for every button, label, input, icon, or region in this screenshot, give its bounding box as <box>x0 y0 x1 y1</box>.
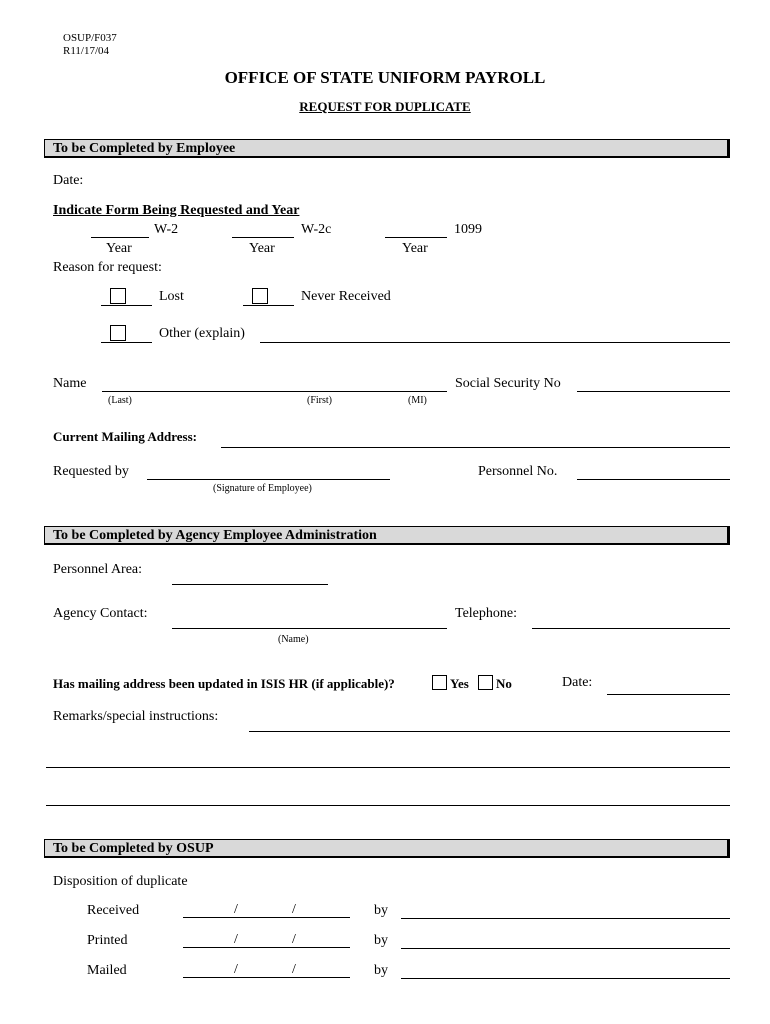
no-label: No <box>496 676 512 691</box>
agency-date-field[interactable] <box>607 694 730 695</box>
mailed-by-label: by <box>374 963 388 978</box>
page-title: OFFICE OF STATE UNIFORM PAYROLL <box>224 68 546 87</box>
no-checkbox[interactable] <box>478 675 493 690</box>
printed-by-label: by <box>374 933 388 948</box>
received-label: Received <box>87 903 140 918</box>
section-osup-title: To be Completed by OSUP <box>53 841 214 856</box>
w2-year-caption: Year <box>106 241 132 256</box>
w2c-year-caption: Year <box>249 241 275 256</box>
agency-contact-label: Agency Contact: <box>53 606 148 621</box>
mi-caption: (MI) <box>408 395 427 406</box>
received-by-label: by <box>374 903 388 918</box>
section-agency-header <box>44 526 730 545</box>
indicate-form-label: Indicate Form Being Requested and Year <box>53 203 300 218</box>
personnel-area-field[interactable] <box>172 584 328 585</box>
lost-underline <box>101 305 152 306</box>
w2-label: W-2 <box>154 222 179 237</box>
remarks-line-3[interactable] <box>46 805 730 806</box>
lost-checkbox[interactable] <box>110 288 126 304</box>
never-received-underline <box>243 305 294 306</box>
personnel-area-label: Personnel Area: <box>53 562 143 577</box>
never-received-checkbox[interactable] <box>252 288 268 304</box>
other-label: Other (explain) <box>159 326 245 341</box>
printed-label: Printed <box>87 933 128 948</box>
revision-date: R11/17/04 <box>63 45 110 57</box>
other-explain-field[interactable] <box>260 342 730 343</box>
printed-by-field[interactable] <box>401 948 730 949</box>
received-date-field[interactable] <box>183 917 350 918</box>
printed-date-field[interactable] <box>183 947 350 948</box>
personnel-no-field[interactable] <box>577 479 730 480</box>
telephone-field[interactable] <box>532 628 730 629</box>
first-name-caption: (First) <box>307 395 332 406</box>
form1099-year-field[interactable] <box>385 237 447 238</box>
received-by-field[interactable] <box>401 918 730 919</box>
printed-date-slash-1: / <box>234 932 238 947</box>
remarks-line-2[interactable] <box>46 767 730 768</box>
section-agency-title: To be Completed by Agency Employee Administration <box>53 528 377 543</box>
mailed-date-slash-1: / <box>234 962 238 977</box>
mailed-date-slash-2: / <box>292 962 296 977</box>
employee-date-label: Date: <box>53 173 84 188</box>
agency-name-caption: (Name) <box>278 634 309 645</box>
received-date-slash-1: / <box>234 902 238 917</box>
other-underline <box>101 342 152 343</box>
remarks-label: Remarks/special instructions: <box>53 709 219 724</box>
name-field[interactable] <box>102 391 447 392</box>
w2-year-field[interactable] <box>91 237 149 238</box>
mailing-address-label: Current Mailing Address: <box>53 429 197 444</box>
agency-contact-field[interactable] <box>172 628 447 629</box>
section-employee-title: To be Completed by Employee <box>53 141 236 156</box>
mailing-address-field[interactable] <box>221 447 730 448</box>
other-checkbox[interactable] <box>110 325 126 341</box>
signature-caption: (Signature of Employee) <box>213 483 312 494</box>
page-subtitle: REQUEST FOR DUPLICATE <box>299 99 471 114</box>
signature-field[interactable] <box>147 479 390 480</box>
mailing-updated-question: Has mailing address been updated in ISIS HR (if applicable)? <box>53 676 395 691</box>
telephone-label: Telephone: <box>455 606 517 621</box>
never-received-label: Never Received <box>301 289 391 304</box>
requested-by-label: Requested by <box>53 464 129 479</box>
form-code: OSUP/F037 <box>63 32 117 44</box>
agency-date-label: Date: <box>562 675 593 690</box>
yes-checkbox[interactable] <box>432 675 447 690</box>
w2c-year-field[interactable] <box>232 237 294 238</box>
reason-label: Reason for request: <box>53 260 162 275</box>
section-employee-header <box>44 139 730 158</box>
lost-label: Lost <box>159 289 184 304</box>
disposition-label: Disposition of duplicate <box>53 874 188 889</box>
mailed-by-field[interactable] <box>401 978 730 979</box>
ssn-field[interactable] <box>577 391 730 392</box>
form1099-label: 1099 <box>454 222 482 237</box>
ssn-label: Social Security No <box>455 376 561 391</box>
received-date-slash-2: / <box>292 902 296 917</box>
last-name-caption: (Last) <box>108 395 132 406</box>
yes-label: Yes <box>450 676 469 691</box>
w2c-label: W-2c <box>301 222 332 237</box>
remarks-line-1[interactable] <box>249 731 730 732</box>
personnel-no-label: Personnel No. <box>478 464 558 479</box>
mailed-date-field[interactable] <box>183 977 350 978</box>
form1099-year-caption: Year <box>402 241 428 256</box>
mailed-label: Mailed <box>87 963 127 978</box>
name-label: Name <box>53 376 87 391</box>
printed-date-slash-2: / <box>292 932 296 947</box>
section-osup-header <box>44 839 730 858</box>
